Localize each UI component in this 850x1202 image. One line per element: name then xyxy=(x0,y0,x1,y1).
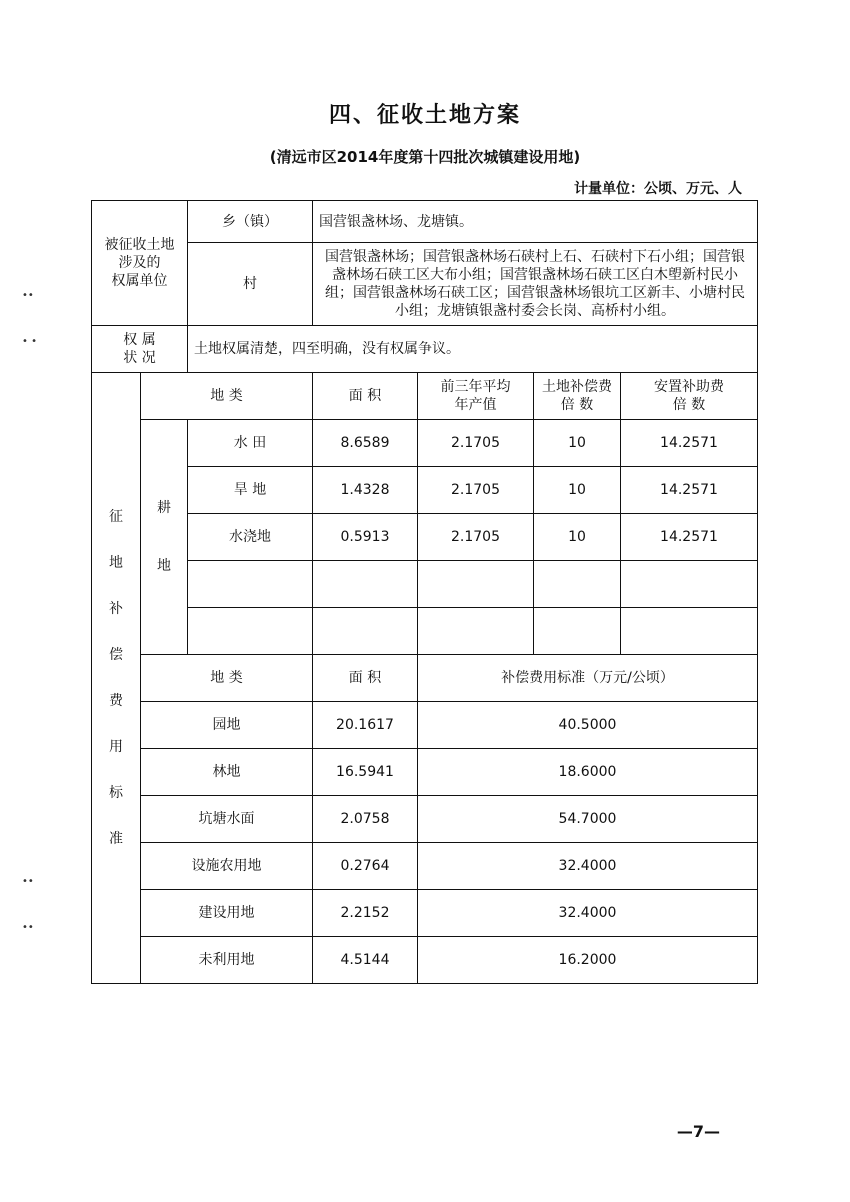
area-cell: 2.2152 xyxy=(313,890,418,937)
ownership-status-label: 权 属 状 况 xyxy=(92,326,188,373)
header-resettle-multiple: 安置补助费 倍 数 xyxy=(621,373,758,420)
village-label: 村 xyxy=(188,243,313,326)
scan-mark: • • xyxy=(22,336,37,347)
area-cell: 2.0758 xyxy=(313,796,418,843)
table-row xyxy=(92,749,758,796)
avg-output-cell: 2.1705 xyxy=(418,514,534,561)
cultivated-header-row xyxy=(92,373,758,420)
document-subtitle: (清远市区2014年度第十四批次城镇建设用地) xyxy=(269,148,581,166)
header-land-type-2: 地 类 xyxy=(141,655,313,702)
area-cell: 8.6589 xyxy=(313,420,418,467)
table-row xyxy=(92,796,758,843)
standard-cell: 32.4000 xyxy=(418,843,758,890)
header-area-2: 面 积 xyxy=(313,655,418,702)
land-type-cell: 未利用地 xyxy=(141,937,313,984)
header-avg-output: 前三年平均 年产值 xyxy=(418,373,534,420)
page-number: —7— xyxy=(676,1122,720,1141)
header-standard: 补偿费用标准（万元/公顷） xyxy=(418,655,758,702)
ownership-units-label: 被征收土地 涉及的 权属单位 xyxy=(92,201,188,326)
township-row xyxy=(92,201,758,243)
header-area: 面 积 xyxy=(313,373,418,420)
land-type-cell: 园地 xyxy=(141,702,313,749)
table-row xyxy=(92,420,758,467)
area-cell: 0.2764 xyxy=(313,843,418,890)
table-row xyxy=(92,890,758,937)
land-type-cell: 旱 地 xyxy=(188,467,313,514)
header-land-type: 地 类 xyxy=(141,373,313,420)
resettle-multiple-cell: 14.2571 xyxy=(621,467,758,514)
village-value: 国营银盏林场；国营银盏林场石硖村上石、石硖村下石小组；国营银盏林场石硖工区大布小组；国营银盏林场石硖工区白木塱新村民小组；国营银盏林场石硖工区；国营银盏林场银坑工区新丰、小塘村民小组；龙塘镇银盏村委会长岗、高桥村小组。 xyxy=(313,243,758,326)
land-type-cell: 水 田 xyxy=(188,420,313,467)
standard-cell: 16.2000 xyxy=(418,937,758,984)
ownership-status-row xyxy=(92,326,758,373)
table-row xyxy=(92,514,758,561)
area-cell: 1.4328 xyxy=(313,467,418,514)
standard-cell: 54.7000 xyxy=(418,796,758,843)
empty-row xyxy=(92,561,758,608)
area-cell: 0.5913 xyxy=(313,514,418,561)
land-type-cell: 坑塘水面 xyxy=(141,796,313,843)
land-multiple-cell: 10 xyxy=(534,514,621,561)
land-type-cell: 建设用地 xyxy=(141,890,313,937)
compensation-section-label: 征 地 补 偿 费 用 标 准 xyxy=(92,373,141,984)
standard-cell: 32.4000 xyxy=(418,890,758,937)
village-row xyxy=(92,243,758,326)
resettle-multiple-cell: 14.2571 xyxy=(621,514,758,561)
header-land-multiple: 土地补偿费 倍 数 xyxy=(534,373,621,420)
standard-cell: 18.6000 xyxy=(418,749,758,796)
land-multiple-cell: 10 xyxy=(534,467,621,514)
table-row xyxy=(92,937,758,984)
land-multiple-cell: 10 xyxy=(534,420,621,467)
land-type-cell: 林地 xyxy=(141,749,313,796)
land-type-cell: 设施农用地 xyxy=(141,843,313,890)
scan-mark: •• xyxy=(22,876,34,887)
avg-output-cell: 2.1705 xyxy=(418,467,534,514)
area-cell: 4.5144 xyxy=(313,937,418,984)
standard-cell: 40.5000 xyxy=(418,702,758,749)
table-row xyxy=(92,702,758,749)
unit-note: 计量单位：公顷、万元、人 xyxy=(574,181,742,197)
land-acquisition-table xyxy=(91,200,758,984)
scan-mark: •• xyxy=(22,922,34,933)
area-cell: 20.1617 xyxy=(313,702,418,749)
township-value: 国营银盏林场、龙塘镇。 xyxy=(313,201,758,243)
other-land-header-row xyxy=(92,655,758,702)
empty-row xyxy=(92,608,758,655)
land-type-cell: 水浇地 xyxy=(188,514,313,561)
document-title: 四、征收土地方案 xyxy=(328,103,521,128)
area-cell: 16.5941 xyxy=(313,749,418,796)
township-label: 乡（镇） xyxy=(188,201,313,243)
cultivated-label: 耕 地 xyxy=(141,420,188,655)
table-row xyxy=(92,467,758,514)
table-row xyxy=(92,843,758,890)
avg-output-cell: 2.1705 xyxy=(418,420,534,467)
scan-mark: •• xyxy=(22,290,34,301)
ownership-status-value: 土地权属清楚，四至明确，没有权属争议。 xyxy=(188,326,758,373)
resettle-multiple-cell: 14.2571 xyxy=(621,420,758,467)
